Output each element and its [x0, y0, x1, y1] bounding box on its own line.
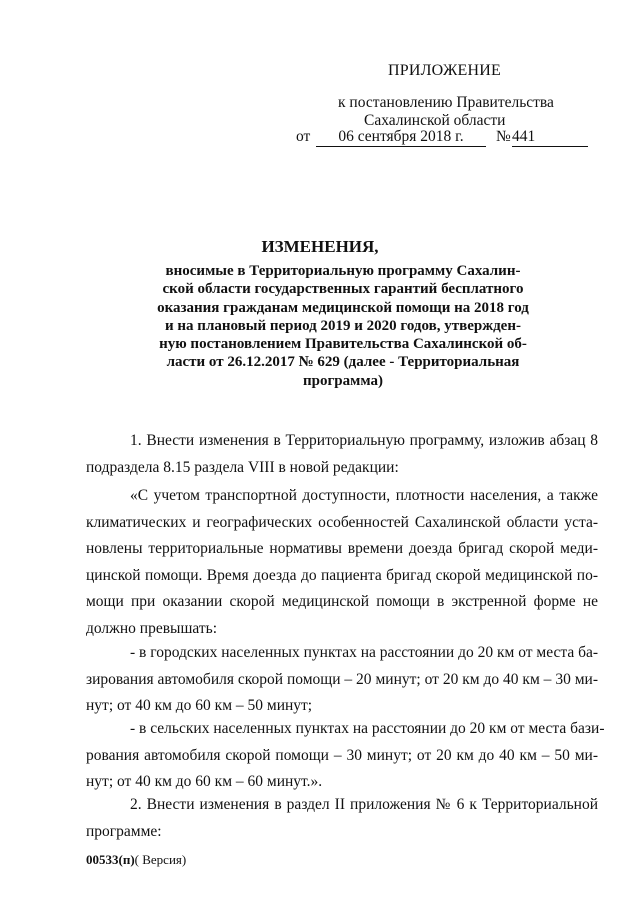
paragraph-line: нут; от 40 км до 60 км – 50 минут; — [86, 697, 313, 714]
paragraph-1 — [86, 428, 598, 481]
document-code: 00533(п) — [86, 852, 135, 867]
paragraph-line: мощи при оказании скорой медицинской помощи в экстренной форме не — [86, 593, 598, 610]
paragraph-line: 1. Внести изменения в Территориальную программу, изложив абзац 8 — [130, 432, 598, 449]
paragraph-line: «С учетом транспортной доступности, плотности населения, а также — [130, 487, 598, 504]
paragraph-line: зирования автомобиля скорой помощи – 20 минут; от 20 км до 40 км – 30 ми- — [86, 670, 598, 688]
paragraph-line: 2. Внести изменения в раздел II приложения № 6 к Территориальной — [130, 796, 598, 813]
paragraph-line: цинской помощи. Время доезда до пациента бригад скорой медицинской по- — [86, 566, 598, 584]
paragraph-line: климатических и географических особенностей Сахалинской области уста- — [86, 513, 598, 531]
subtitle-line: ской области государственных гарантий бесплатного — [162, 281, 524, 298]
paragraph-line: нут; от 40 км до 60 км – 60 минут.». — [86, 773, 323, 790]
appendix-reference-line: к постановлению Правительства — [338, 94, 554, 111]
paragraph-line: рования автомобиля скорой помощи – 30 минут; от 20 км до 40 км – 50 ми- — [86, 746, 598, 764]
paragraph-4-rural — [86, 716, 605, 796]
paragraph-2-quote — [86, 483, 598, 642]
date-prefix: от — [296, 128, 311, 145]
subtitle-line: оказания гражданам медицинской помощи на 2018 год — [157, 299, 529, 316]
paragraph-line: должно превышать: — [86, 619, 218, 637]
paragraph-line: - в городских населенных пунктах на расстоянии до 20 км от места ба- — [130, 644, 598, 661]
subtitle-line: ласти от 26.12.2017 № 629 (далее - Территориальная — [166, 354, 520, 371]
subtitle-line: вносимые в Территориальную программу Сахалин- — [165, 263, 521, 279]
paragraph-5 — [86, 792, 598, 845]
number-prefix: № — [496, 128, 511, 145]
subtitle-line: ную постановлением Правительства Сахалинской об- — [159, 336, 527, 353]
resolution-date: 06 сентября 2018 г. — [316, 128, 486, 147]
paragraph-line: новлены территориальные нормативы времени доезда бригад скорой меди- — [86, 540, 598, 557]
appendix-title: ПРИЛОЖЕНИЕ — [388, 62, 502, 79]
subtitle-line: и на плановый период 2019 и 2020 годов, утвержден- — [165, 317, 521, 334]
paragraph-line: - в сельских населенных пунктах на расстоянии до 20 км от места бази- — [130, 720, 605, 737]
paragraph-3-urban — [86, 640, 598, 720]
subtitle-line: программа) — [303, 372, 383, 389]
document-footer — [86, 852, 186, 868]
appendix-region-line: Сахалинской области — [364, 112, 506, 129]
resolution-number: 441 — [512, 128, 588, 147]
paragraph-line: программе: — [86, 822, 162, 840]
document-subtitle — [150, 262, 536, 390]
document-version: ( Версия) — [134, 852, 187, 867]
paragraph-line: подраздела 8.15 раздела VIII в новой редакции: — [86, 458, 399, 476]
resolution-dateline — [296, 128, 596, 150]
document-heading: ИЗМЕНЕНИЯ, — [261, 237, 379, 256]
